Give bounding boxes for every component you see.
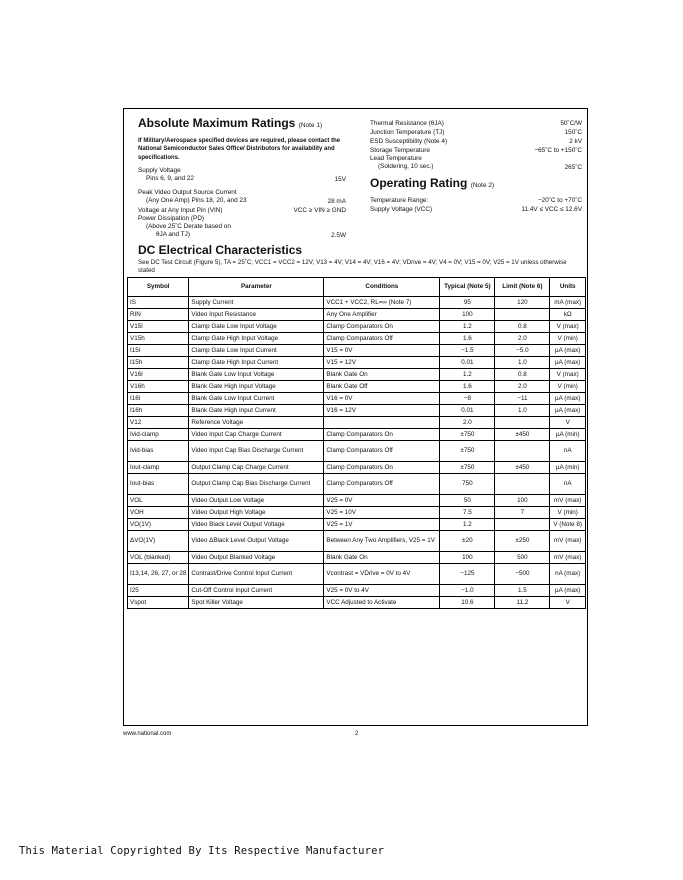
cell-symbol: VOL (blanked) xyxy=(128,552,189,564)
dc-table xyxy=(127,277,586,609)
peak-current-row: (Any One Amp) Pins 18, 20, and 23 28 mA xyxy=(146,197,346,206)
cell-symbol: V15h xyxy=(128,333,189,345)
col-limit: Limit (Note 6) xyxy=(495,278,550,297)
absolute-maximum-ratings xyxy=(138,116,346,240)
cell-limit: 120 xyxy=(495,297,550,309)
supply-voltage-row: Pins 6, 9, and 22 15V xyxy=(146,175,346,184)
col-symbol: Symbol xyxy=(128,278,189,297)
input-pin-voltage-row: Voltage at Any Input Pin (VIN) VCC ≥ VIN ≥ GND xyxy=(138,207,346,215)
cell-parameter: Blank Gate Low Input Voltage xyxy=(189,369,324,381)
cell-limit: 1.5 xyxy=(495,585,550,597)
cell-units: nA (max) xyxy=(550,564,586,585)
cell-conditions: VCC1 + VCC2, RL=∞ (Note 7) xyxy=(324,297,440,309)
cell-units: µA (min) xyxy=(550,462,586,474)
cell-conditions: V15 = 0V xyxy=(324,345,440,357)
cell-symbol: Vspot xyxy=(128,597,189,609)
cell-symbol: VOL xyxy=(128,495,189,507)
cell-symbol: V16h xyxy=(128,381,189,393)
table-row xyxy=(128,369,586,381)
cell-typical: ±750 xyxy=(440,441,495,462)
cell-typical: −1.5 xyxy=(440,345,495,357)
thermal-row: Thermal Resistance (θJA) 50˚C/W xyxy=(370,120,582,127)
cell-conditions: V25 = 0V to 4V xyxy=(324,585,440,597)
cell-limit: −500 xyxy=(495,564,550,585)
cell-symbol: IS xyxy=(128,297,189,309)
thermal-row: Junction Temperature (TJ) 150˚C xyxy=(370,129,582,136)
table-row xyxy=(128,474,586,495)
cell-conditions: Clamp Comparators On xyxy=(324,321,440,333)
cell-units: µA (max) xyxy=(550,405,586,417)
table-row xyxy=(128,321,586,333)
cell-limit xyxy=(495,474,550,495)
cell-units: V (max) xyxy=(550,369,586,381)
cell-typical: −8 xyxy=(440,393,495,405)
cell-typical: ±750 xyxy=(440,462,495,474)
table-row xyxy=(128,309,586,321)
dc-conditions: See DC Test Circuit (Figure 5), TA = 25˚C; VCC1 = VCC2 = 12V; V13 = 4V; V14 = 4V; V16 = 4V; VDrive = 4V; V4 = 0V; V15 = 0V; V25 = 1V unless otherwise stated xyxy=(138,259,567,274)
cell-typical: 0.01 xyxy=(440,405,495,417)
cell-parameter: Contrast/Drive Control Input Current xyxy=(189,564,324,585)
table-row xyxy=(128,519,586,531)
cell-conditions: V16 = 12V xyxy=(324,405,440,417)
cell-limit: 2.0 xyxy=(495,381,550,393)
footer-page: 2 xyxy=(355,731,359,737)
cell-parameter: Clamp Gate High Input Voltage xyxy=(189,333,324,345)
cell-conditions: V25 = 10V xyxy=(324,507,440,519)
cell-conditions: Clamp Comparators Off xyxy=(324,333,440,345)
cell-parameter: Clamp Gate High Input Current xyxy=(189,357,324,369)
cell-units: mV (max) xyxy=(550,552,586,564)
cell-parameter: Video Input Cap Charge Current xyxy=(189,429,324,441)
col-conditions: Conditions xyxy=(324,278,440,297)
cell-limit: 7 xyxy=(495,507,550,519)
table-row xyxy=(128,507,586,519)
cell-units: V xyxy=(550,597,586,609)
cell-typical: 1.2 xyxy=(440,369,495,381)
table-row xyxy=(128,495,586,507)
cell-conditions: V15 = 12V xyxy=(324,357,440,369)
cell-conditions: Blank Gate On xyxy=(324,552,440,564)
table-row xyxy=(128,333,586,345)
cell-parameter: Video Output Blanked Voltage xyxy=(189,552,324,564)
cell-conditions: Blank Gate On xyxy=(324,369,440,381)
cell-symbol: I15l xyxy=(128,345,189,357)
cell-parameter: Output Clamp Cap Charge Current xyxy=(189,462,324,474)
cell-typical: 750 xyxy=(440,474,495,495)
cell-typical: 95 xyxy=(440,297,495,309)
table-header xyxy=(128,278,586,297)
cell-typical: 2.0 xyxy=(440,417,495,429)
cell-symbol: V15l xyxy=(128,321,189,333)
cell-parameter: Video Black Level Output Voltage xyxy=(189,519,324,531)
cell-symbol: VO(1V) xyxy=(128,519,189,531)
cell-limit: 1.0 xyxy=(495,405,550,417)
cell-units: V xyxy=(550,417,586,429)
table-row xyxy=(128,531,586,552)
col-units: Units xyxy=(550,278,586,297)
cell-units: V (Note 8) xyxy=(550,519,586,531)
cell-symbol: I16h xyxy=(128,405,189,417)
lead-temp-row: (Soldering, 10 sec.) 265˚C xyxy=(378,163,582,171)
cell-units: V (min) xyxy=(550,507,586,519)
cell-symbol: Iout-clamp xyxy=(128,462,189,474)
cell-parameter: Supply Current xyxy=(189,297,324,309)
supply-voltage-label: Supply Voltage xyxy=(138,167,181,175)
table-row xyxy=(128,597,586,609)
cell-typical: 100 xyxy=(440,552,495,564)
military-warning: If Military/Aerospace specified devices are required, please contact the National Semiconductor Sales Office/ Distributors for availability and specifications. xyxy=(138,138,341,161)
cell-limit: −5.0 xyxy=(495,345,550,357)
cell-units: mV (max) xyxy=(550,531,586,552)
cell-units: kΩ xyxy=(550,309,586,321)
cell-limit: ±250 xyxy=(495,531,550,552)
table-row xyxy=(128,441,586,462)
table-row xyxy=(128,345,586,357)
dc-characteristics xyxy=(138,243,578,275)
table-row xyxy=(128,381,586,393)
table-row xyxy=(128,564,586,585)
cell-parameter: Output Clamp Cap Bias Discharge Current xyxy=(189,474,324,495)
thermal-ratings xyxy=(370,119,582,214)
table-row xyxy=(128,393,586,405)
cell-units: mV (max) xyxy=(550,495,586,507)
temp-range-row: Temperature Range: −20˚C to +70˚C xyxy=(370,197,582,204)
col-parameter: Parameter xyxy=(189,278,324,297)
cell-limit: 1.0 xyxy=(495,357,550,369)
cell-limit: 2.0 xyxy=(495,333,550,345)
cell-symbol: VOH xyxy=(128,507,189,519)
copyright-notice: This Material Copyrighted By Its Respective Manufacturer xyxy=(19,845,385,857)
cell-symbol: V16l xyxy=(128,369,189,381)
table-row xyxy=(128,552,586,564)
table-row xyxy=(128,405,586,417)
table-row xyxy=(128,417,586,429)
cell-conditions: Blank Gate Off xyxy=(324,381,440,393)
cell-typical: −125 xyxy=(440,564,495,585)
cell-limit: 0.8 xyxy=(495,369,550,381)
cell-units: V (max) xyxy=(550,321,586,333)
table-row xyxy=(128,297,586,309)
cell-typical: 1.6 xyxy=(440,381,495,393)
cell-limit: 11.2 xyxy=(495,597,550,609)
thermal-row: Storage Temperature −65˚C to +150˚C xyxy=(370,147,582,154)
cell-limit: −11 xyxy=(495,393,550,405)
cell-units: µA (max) xyxy=(550,393,586,405)
cell-symbol: Ivid-clamp xyxy=(128,429,189,441)
footer-site: www.national.com xyxy=(123,731,172,737)
power-dissipation-label: Power Dissipation (PD) xyxy=(138,215,205,223)
col-typical: Typical (Note 5) xyxy=(440,278,495,297)
cell-conditions: Vcontrast = VDrive = 0V to 4V xyxy=(324,564,440,585)
cell-parameter: Video ΔBlack Level Output Voltage xyxy=(189,531,324,552)
cell-symbol: Ivid-bias xyxy=(128,441,189,462)
lead-temp-label: Lead Temperature xyxy=(370,155,422,162)
cell-limit: ±450 xyxy=(495,462,550,474)
thermal-row: ESD Susceptibility (Note 4) 2 kV xyxy=(370,138,582,145)
cell-parameter: Blank Gate High Input Current xyxy=(189,405,324,417)
cell-limit xyxy=(495,519,550,531)
power-dissipation-row: θJA and TJ) 2.5W xyxy=(156,231,346,240)
cell-typical: ±20 xyxy=(440,531,495,552)
cell-limit: 500 xyxy=(495,552,550,564)
cell-conditions: Clamp Comparators Off xyxy=(324,474,440,495)
cell-units: µA (max) xyxy=(550,585,586,597)
cell-conditions: Clamp Comparators On xyxy=(324,429,440,441)
cell-symbol: V12 xyxy=(128,417,189,429)
cell-conditions: VCC Adjusted to Activate xyxy=(324,597,440,609)
cell-typical: 1.2 xyxy=(440,321,495,333)
cell-parameter: Clamp Gate Low Input Voltage xyxy=(189,321,324,333)
supply-range-row: Supply Voltage (VCC) 11.4V ≤ VCC ≤ 12.6V xyxy=(370,206,582,213)
cell-symbol: I15h xyxy=(128,357,189,369)
cell-units: µA (max) xyxy=(550,345,586,357)
table-row xyxy=(128,462,586,474)
table-row xyxy=(128,585,586,597)
cell-units: mA (max) xyxy=(550,297,586,309)
datasheet-frame xyxy=(123,108,588,726)
cell-parameter: Spot Killer Voltage xyxy=(189,597,324,609)
amr-heading: Absolute Maximum Ratings (Note 1) xyxy=(138,116,323,130)
cell-typical: 7.5 xyxy=(440,507,495,519)
cell-conditions: Clamp Comparators Off xyxy=(324,441,440,462)
cell-typical: 1.6 xyxy=(440,333,495,345)
peak-current-label: Peak Video Output Source Current xyxy=(138,189,237,197)
cell-conditions: V25 = 1V xyxy=(324,519,440,531)
cell-typical: 1.2 xyxy=(440,519,495,531)
table-row xyxy=(128,429,586,441)
cell-typical: 10.6 xyxy=(440,597,495,609)
cell-conditions: Any One Amplifier xyxy=(324,309,440,321)
cell-limit: ±450 xyxy=(495,429,550,441)
cell-parameter: Reference Voltage xyxy=(189,417,324,429)
cell-symbol: RIN xyxy=(128,309,189,321)
cell-typical: 100 xyxy=(440,309,495,321)
cell-parameter: Video Output High Voltage xyxy=(189,507,324,519)
cell-units: µA (max) xyxy=(550,357,586,369)
cell-limit xyxy=(495,309,550,321)
cell-units: nA xyxy=(550,474,586,495)
cell-units: V (min) xyxy=(550,333,586,345)
dc-heading: DC Electrical Characteristics xyxy=(138,243,303,257)
cell-limit xyxy=(495,441,550,462)
cell-units: nA xyxy=(550,441,586,462)
cell-conditions: Clamp Comparators On xyxy=(324,462,440,474)
cell-conditions: Between Any Two Amplifiers, V25 = 1V xyxy=(324,531,440,552)
cell-parameter: Cut-Off Control Input Current xyxy=(189,585,324,597)
cell-typical: ±750 xyxy=(440,429,495,441)
table-row xyxy=(128,357,586,369)
cell-parameter: Video Output Low Voltage xyxy=(189,495,324,507)
cell-limit: 0.8 xyxy=(495,321,550,333)
cell-symbol: I25 xyxy=(128,585,189,597)
cell-parameter: Video Input Cap Bias Discharge Current xyxy=(189,441,324,462)
cell-symbol: I13,14, 26, 27, or 28 xyxy=(128,564,189,585)
cell-parameter: Video Input Resistance xyxy=(189,309,324,321)
cell-limit xyxy=(495,417,550,429)
cell-units: V (min) xyxy=(550,381,586,393)
cell-symbol: ΔVO(1V) xyxy=(128,531,189,552)
cell-parameter: Blank Gate High Input Voltage xyxy=(189,381,324,393)
operating-rating-heading: Operating Rating (Note 2) xyxy=(370,176,495,190)
cell-symbol: I16l xyxy=(128,393,189,405)
cell-units: µA (min) xyxy=(550,429,586,441)
cell-typical: 50 xyxy=(440,495,495,507)
cell-typical: 0.01 xyxy=(440,357,495,369)
cell-parameter: Blank Gate Low Input Current xyxy=(189,393,324,405)
cell-conditions: V16 = 0V xyxy=(324,393,440,405)
cell-limit: 100 xyxy=(495,495,550,507)
cell-parameter: Clamp Gate Low Input Current xyxy=(189,345,324,357)
cell-conditions xyxy=(324,417,440,429)
cell-symbol: Iout-bias xyxy=(128,474,189,495)
cell-typical: −1.0 xyxy=(440,585,495,597)
cell-conditions: V25 = 0V xyxy=(324,495,440,507)
power-dissipation-derate: (Above 25˚C Derate based on xyxy=(146,223,231,231)
